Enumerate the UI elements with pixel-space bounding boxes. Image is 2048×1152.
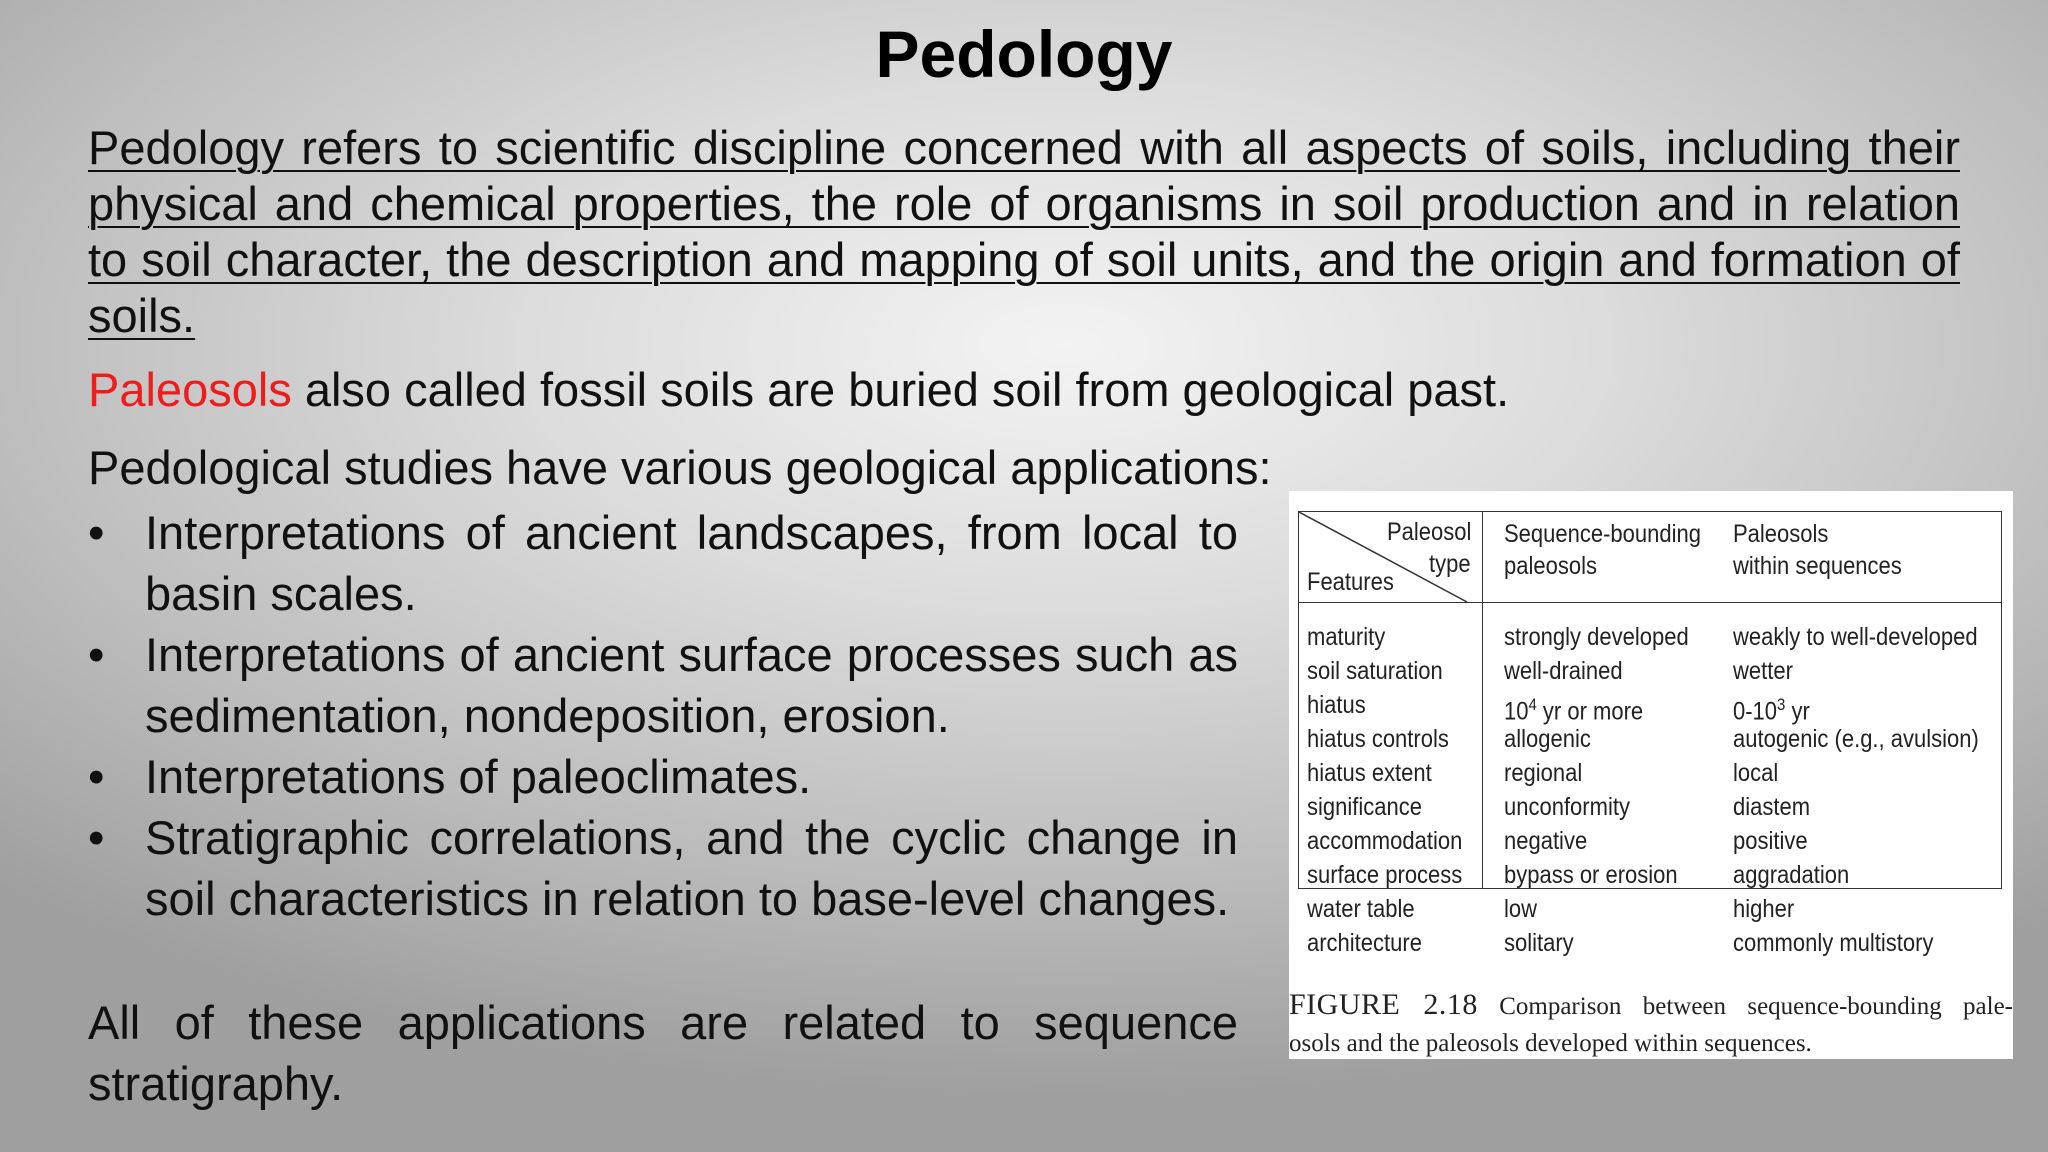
hiatus-exponent: 3	[1777, 695, 1786, 714]
applications-list	[88, 502, 1238, 929]
header-line: Sequence-bounding	[1504, 520, 1701, 548]
paleosols-statement	[88, 362, 1509, 418]
table-cell-hiatus	[1504, 688, 1689, 726]
table-cell: solitary	[1504, 929, 1574, 957]
bullet-text: Interpretations of ancient landscapes, from local to basin scales.	[145, 506, 1238, 620]
paleosols-term: Paleosols	[88, 363, 292, 416]
caption-line: osols and the paleosols developed within sequences.	[1289, 1030, 1812, 1057]
bullet-text: Stratigraphic correlations, and the cyclic change in soil characteristics in relation to base-level changes.	[145, 811, 1238, 925]
caption-label: FIGURE 2.18	[1289, 988, 1478, 1021]
table-cell-hiatus	[1733, 688, 1979, 726]
table-cell: allogenic	[1504, 725, 1591, 753]
within-sequences-column	[1733, 620, 2012, 960]
header-line: within sequences	[1733, 552, 1902, 580]
table-cell: higher	[1733, 895, 1795, 923]
bullet-text: Interpretations of ancient surface processes such as sedimentation, nondeposition, erosion.	[145, 628, 1238, 742]
header-type: type	[1429, 550, 1471, 578]
table-cell: negative	[1504, 827, 1588, 855]
header-line: Paleosols	[1733, 520, 1829, 548]
header-features: Features	[1307, 568, 1394, 596]
hiatus-exponent: 4	[1528, 695, 1537, 714]
table-cell: significance	[1307, 793, 1422, 821]
table-cell: positive	[1733, 827, 1808, 855]
bullet-icon: •	[88, 811, 105, 864]
table-cell: architecture	[1307, 929, 1422, 957]
header-line: paleosols	[1504, 552, 1597, 580]
bullet-icon: •	[88, 628, 105, 681]
hiatus-base: 0-10	[1733, 697, 1778, 726]
features-column	[1307, 620, 1483, 960]
hiatus-base: 10	[1504, 697, 1529, 726]
table-cell: local	[1733, 759, 1779, 787]
table-cell: weakly to well-developed	[1733, 623, 1978, 651]
list-item	[88, 624, 1238, 746]
header-within-sequences	[1733, 518, 1925, 582]
caption-line	[1289, 986, 2013, 1025]
header-paleosol: Paleosol	[1387, 518, 1472, 546]
comparison-table	[1298, 511, 2002, 957]
bullet-icon: •	[88, 506, 105, 559]
paleosols-description: also called fossil soils are buried soil from geological past.	[291, 363, 1510, 416]
figure-paleosol-comparison	[1289, 491, 2013, 1059]
table-cell: unconformity	[1504, 793, 1630, 821]
table-cell: accommodation	[1307, 827, 1463, 855]
hiatus-unit: yr	[1785, 697, 1810, 726]
table-cell: low	[1504, 895, 1538, 923]
hiatus-unit: yr or more	[1536, 697, 1644, 726]
table-cell: strongly developed	[1504, 623, 1689, 651]
header-sequence-bounding	[1504, 518, 1728, 582]
table-cell: diastem	[1733, 793, 1811, 821]
bullet-text: Interpretations of paleoclimates.	[145, 750, 812, 803]
header-divider	[1299, 602, 2001, 603]
table-cell: soil saturation	[1307, 657, 1443, 685]
applications-intro: Pedological studies have various geological applications:	[88, 441, 1272, 494]
table-cell: commonly multistory	[1733, 929, 1934, 957]
table-cell: bypass or erosion	[1504, 861, 1678, 889]
table-cell: hiatus controls	[1307, 725, 1449, 753]
table-cell: maturity	[1307, 623, 1386, 651]
caption-text: Comparison between sequence-bounding pale-	[1477, 993, 2013, 1020]
sequence-bounding-column	[1504, 620, 1714, 960]
list-item	[88, 746, 1238, 807]
table-cell: surface process	[1307, 861, 1463, 889]
table-cell: aggradation	[1733, 861, 1850, 889]
table-cell: autogenic (e.g., avulsion)	[1733, 725, 1979, 753]
pedology-definition: Pedology refers to scientific discipline concerned with all aspects of soils, including their physical and chemical properties, the role of organisms in soil production and in relation to soil character, the description and mapping of soil units, and the origin and formation of soils.	[88, 121, 1960, 342]
slide-title: Pedology	[875, 17, 1173, 91]
table-cell: well-drained	[1504, 657, 1623, 685]
table-cell: hiatus	[1307, 691, 1366, 719]
table-cell: water table	[1307, 895, 1415, 923]
bullet-icon: •	[88, 750, 105, 803]
figure-caption	[1289, 986, 2013, 1062]
list-item	[88, 807, 1238, 929]
list-item	[88, 502, 1238, 624]
table-cell: hiatus extent	[1307, 759, 1432, 787]
table-cell: regional	[1504, 759, 1583, 787]
closing-statement: All of these applications are related to sequence stratigraphy.	[88, 996, 1238, 1110]
table-cell: wetter	[1733, 657, 1793, 685]
